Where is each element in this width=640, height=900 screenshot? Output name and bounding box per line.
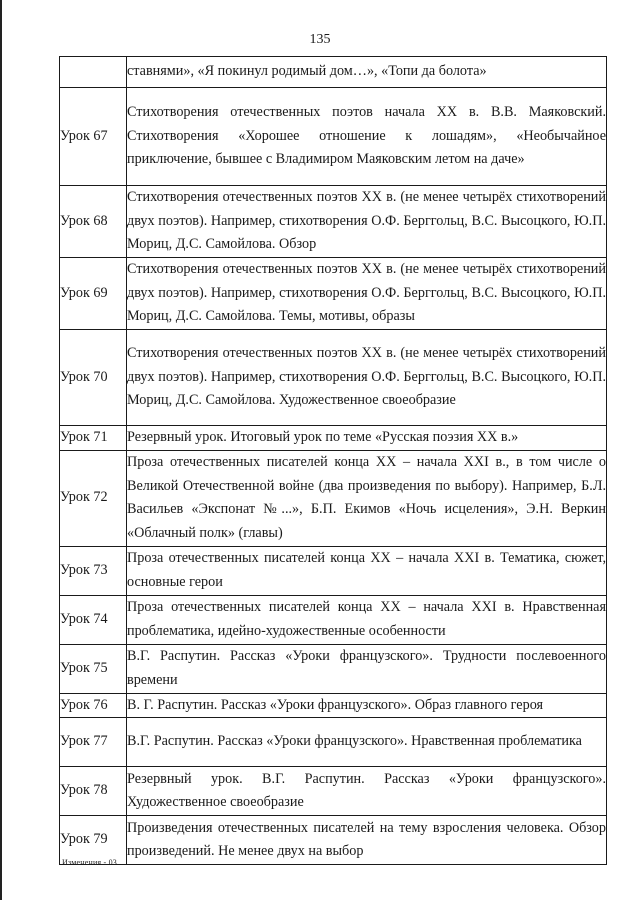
table-row bbox=[60, 186, 607, 258]
lesson-cell: Урок 78 bbox=[60, 767, 127, 816]
lesson-cell: Урок 74 bbox=[60, 595, 127, 644]
lesson-cell: Урок 75 bbox=[60, 644, 127, 693]
lesson-cell: Урок 68 bbox=[60, 186, 127, 258]
topic-cell: Стихотворения отечественных поэтов XX в. (не менее четырёх стихотворений двух поэтов). Например, стихотворения О.Ф. Берггольц, В.С. Высоцкого, Ю.П. Мориц, Д.С. Самойлова. Обзор bbox=[127, 186, 607, 258]
topic-cell: Резервный урок. В.Г. Распутин. Рассказ «Уроки французского». Художественное своеобразие bbox=[127, 767, 607, 816]
table-row bbox=[60, 57, 607, 88]
table-row bbox=[60, 546, 607, 595]
lesson-cell bbox=[60, 57, 127, 88]
scan-edge bbox=[0, 0, 2, 900]
table-row bbox=[60, 426, 607, 451]
table-row bbox=[60, 450, 607, 546]
topic-cell: ставнями», «Я покинул родимый дом…», «Топи да болота» bbox=[127, 57, 607, 88]
table-row bbox=[60, 595, 607, 644]
lesson-cell: Урок 73 bbox=[60, 546, 127, 595]
topic-cell: Проза отечественных писателей конца XX – начала XXI в. Нравственная проблематика, идейно-художественные особенности bbox=[127, 595, 607, 644]
topic-cell: Стихотворения отечественных поэтов начала XX в. В.В. Маяковский. Стихотворения «Хорошее отношение к лошадям», «Необычайное приключение, бывшее с Владимиром Маяковским летом на даче» bbox=[127, 88, 607, 186]
topic-cell: В. Г. Распутин. Рассказ «Уроки французского». Образ главного героя bbox=[127, 693, 607, 718]
lesson-cell: Урок 79 bbox=[60, 816, 127, 865]
page-number: 135 bbox=[309, 32, 331, 47]
revision-footer: Изменения - 03 bbox=[62, 858, 117, 867]
lesson-cell: Урок 76 bbox=[60, 693, 127, 718]
lesson-cell: Урок 71 bbox=[60, 426, 127, 451]
topic-cell: Произведения отечественных писателей на тему взросления человека. Обзор произведений. Не менее двух на выбор bbox=[127, 816, 607, 865]
topic-cell: В.Г. Распутин. Рассказ «Уроки французского». Нравственная проблематика bbox=[127, 718, 607, 767]
table-row bbox=[60, 767, 607, 816]
table-row bbox=[60, 644, 607, 693]
lesson-cell: Урок 77 bbox=[60, 718, 127, 767]
lesson-cell: Урок 72 bbox=[60, 450, 127, 546]
topic-cell: Стихотворения отечественных поэтов XX в. (не менее четырёх стихотворений двух поэтов). Например, стихотворения О.Ф. Берггольц, В.С. Высоцкого, Ю.П. Мориц, Д.С. Самойлова. Художественное своеобразие bbox=[127, 330, 607, 426]
lesson-cell: Урок 67 bbox=[60, 88, 127, 186]
table-row bbox=[60, 258, 607, 330]
table-row bbox=[60, 88, 607, 186]
lesson-cell: Урок 69 bbox=[60, 258, 127, 330]
table-row bbox=[60, 718, 607, 767]
table-row bbox=[60, 693, 607, 718]
lesson-cell: Урок 70 bbox=[60, 330, 127, 426]
lesson-plan-table bbox=[59, 56, 607, 865]
topic-cell: Стихотворения отечественных поэтов XX в. (не менее четырёх стихотворений двух поэтов). Например, стихотворения О.Ф. Берггольц, В.С. Высоцкого, Ю.П. Мориц, Д.С. Самойлова. Темы, мотивы, образы bbox=[127, 258, 607, 330]
table-row bbox=[60, 330, 607, 426]
topic-cell: В.Г. Распутин. Рассказ «Уроки французского». Трудности послевоенного времени bbox=[127, 644, 607, 693]
topic-cell: Проза отечественных писателей конца XX – начала XXI в. Тематика, сюжет, основные герои bbox=[127, 546, 607, 595]
topic-cell: Резервный урок. Итоговый урок по теме «Русская поэзия XX в.» bbox=[127, 426, 607, 451]
table-row bbox=[60, 816, 607, 865]
topic-cell: Проза отечественных писателей конца XX – начала XXI в., в том числе о Великой Отечественной войне (два произведения по выбору). Например, Б.Л. Васильев «Экспонат №...», Б.П. Екимов «Ночь исцеления», Э.Н. Веркин «Облачный полк» (главы) bbox=[127, 450, 607, 546]
